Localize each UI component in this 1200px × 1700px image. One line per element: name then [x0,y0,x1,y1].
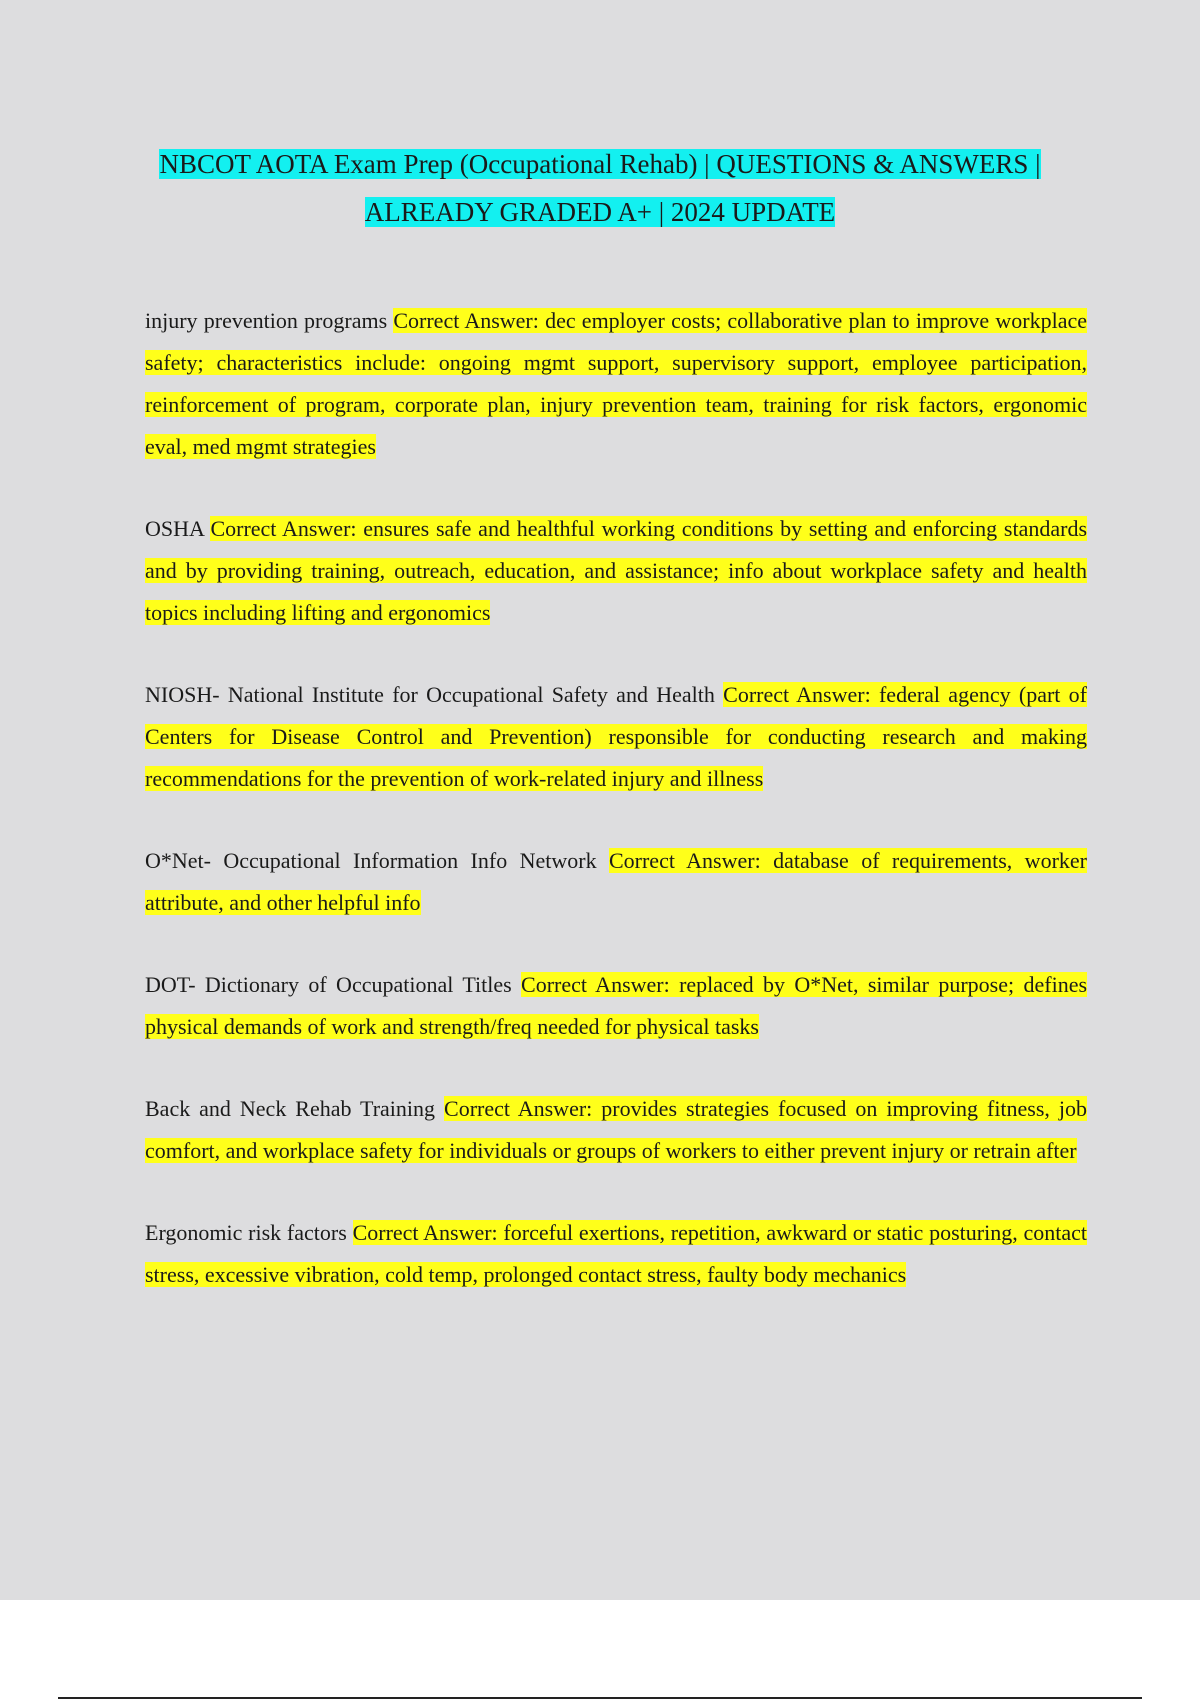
qa-answer: Correct Answer: dec employer costs; collaborative plan to improve workplace safety; characteristics include: ongoing mgmt support, supervisory support, employee participation, reinforcement of program, corporate plan, injury prevention team, training for risk factors, ergonomic eval, med mgmt strategies [145,308,1087,459]
title-line-1: NBCOT AOTA Exam Prep (Occupational Rehab) | QUESTIONS & ANSWERS | [159,149,1041,179]
title-line-2: ALREADY GRADED A+ | 2024 UPDATE [364,197,836,227]
qa-term: O*Net- Occupational Information Info Network [145,848,597,873]
qa-term: DOT- Dictionary of Occupational Titles [145,972,512,997]
qa-item-osha [145,508,1087,634]
qa-term: NIOSH- National Institute for Occupational Safety and Health [145,682,715,707]
qa-term: OSHA [145,516,204,541]
qa-item-ergonomic-risk [145,1212,1087,1296]
qa-answer: Correct Answer: ensures safe and healthful working conditions by setting and enforcing standards and by providing training, outreach, education, and assistance; info about workplace safety and health topics including lifting and ergonomics [145,516,1088,625]
qa-term: Back and Neck Rehab Training [145,1096,436,1121]
document-title [100,140,1100,236]
qa-term: injury prevention programs [145,308,388,333]
qa-answer: Correct Answer: replaced by O*Net, similar purpose; defines physical demands of work and strength/freq needed for physical tasks [145,972,1088,1039]
footer-divider [58,1697,1142,1699]
qa-term: Ergonomic risk factors [145,1220,347,1245]
qa-item-back-neck-rehab [145,1088,1087,1172]
qa-answer: Correct Answer: database of requirements, worker attribute, and other helpful info [145,848,1087,915]
qa-answer: Correct Answer: provides strategies focused on improving fitness, job comfort, and workplace safety for individuals or groups of workers to either prevent injury or retrain after [145,1096,1088,1163]
qa-item-injury-prevention [145,300,1087,468]
qa-answer: Correct Answer: federal agency (part of Centers for Disease Control and Prevention) responsible for conducting research and making recommendations for the prevention of work-related injury and illness [145,682,1088,791]
qa-answer: Correct Answer: forceful exertions, repetition, awkward or static posturing, contact stress, excessive vibration, cold temp, prolonged contact stress, faulty body mechanics [145,1220,1087,1287]
qa-list [145,300,1087,1336]
qa-item-dot [145,964,1087,1048]
qa-item-onet [145,840,1087,924]
qa-item-niosh [145,674,1087,800]
